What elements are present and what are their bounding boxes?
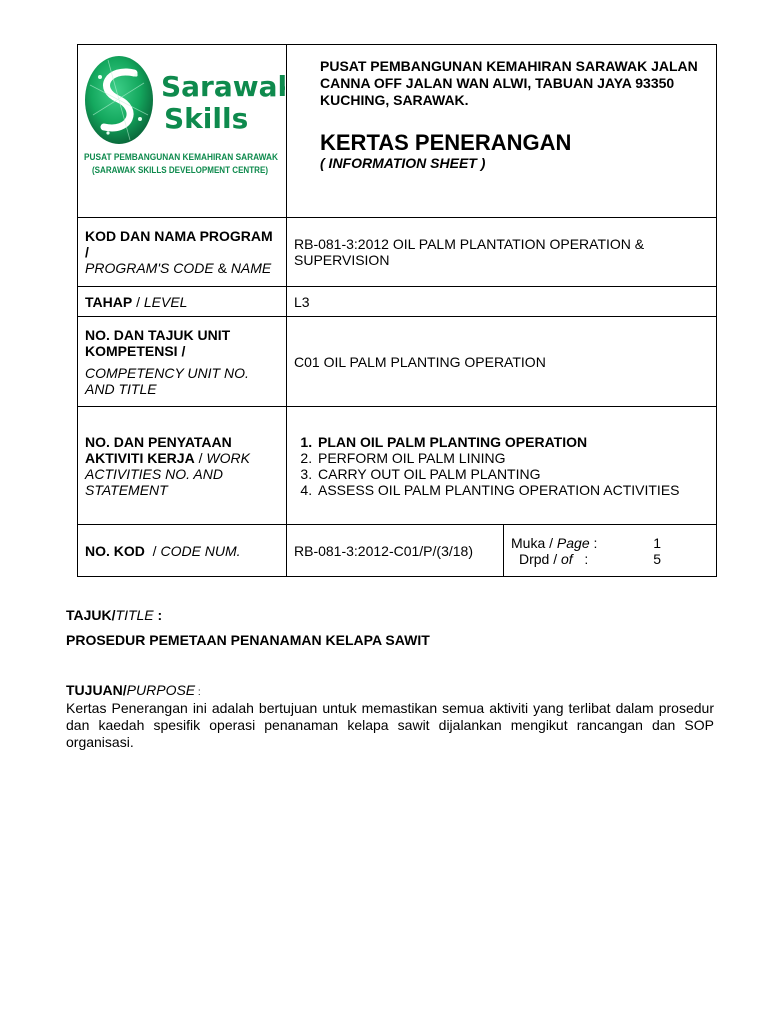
purpose-text: Kertas Penerangan ini adalah bertujuan untuk memastikan semua aktiviti yang terlibat dalam prosedur dan kaedah spesifik operasi penanaman kelapa sawit dijalankan mengikut rancangan dan SOP organisasi.: [66, 700, 714, 750]
unit-label-cell: [78, 317, 287, 407]
of-label-en: of: [561, 550, 573, 567]
doc-title: KERTAS PENERANGAN: [320, 130, 572, 155]
logo-sub-line1: PUSAT PEMBANGUNAN KEMAHIRAN SARAWAK: [84, 152, 279, 162]
program-label: KOD DAN NAMA PROGRAM /: [85, 228, 273, 260]
page-label-group: [511, 535, 645, 551]
level-label-cell: [78, 287, 287, 317]
page-label: Muka /: [511, 534, 554, 551]
page-colon: :: [593, 534, 598, 551]
title-section: [66, 607, 714, 648]
code-label-cell: [78, 525, 287, 577]
doc-subtitle: ( INFORMATION SHEET ): [320, 155, 486, 171]
activities-label-cell: [78, 407, 287, 525]
total-pages: 5: [653, 550, 662, 567]
activities-label: NO. DAN PENYATAAN AKTIVITI KERJA: [85, 433, 232, 466]
level-label-en: LEVEL: [143, 293, 188, 310]
activities-list: [294, 434, 709, 498]
logo-brand-line1: Sarawak: [161, 70, 285, 103]
page-number: 1: [653, 534, 662, 551]
of-colon: :: [584, 550, 589, 567]
header-info-cell: [287, 45, 717, 218]
sarawak-skills-emblem-icon: [78, 45, 285, 217]
code-label: NO. KOD: [85, 542, 145, 559]
program-label-amp: &: [213, 260, 231, 276]
unit-label: NO. DAN TAJUK UNIT KOMPETENSI /: [85, 326, 231, 359]
level-sep: /: [132, 293, 144, 310]
of-label: Drpd /: [519, 550, 558, 567]
unit-label-en: COMPETENCY UNIT NO. AND TITLE: [85, 364, 249, 397]
logo-sub-line2: (SARAWAK SKILLS DEVELOPMENT CENTRE): [92, 165, 268, 175]
org-address: PUSAT PEMBANGUNAN KEMAHIRAN SARAWAK JALAN CANNA OFF JALAN WAN ALWI, TABUAN JAYA 93350 KUCHING, SARAWAK.: [320, 58, 698, 108]
activities-label-en: WORK ACTIVITIES NO. AND STATEMENT: [85, 449, 250, 498]
level-value: L3: [287, 287, 717, 317]
logo-brand-line2: Skills: [164, 102, 249, 135]
title-heading: TAJUK/TITLE :: [66, 607, 163, 623]
activity-item: 4. ASSESS OIL PALM PLANTING OPERATION ACTIVITIES: [316, 482, 709, 498]
purpose-section: [66, 682, 714, 751]
title-text: PROSEDUR PEMETAAN PENANAMAN KELAPA SAWIT: [66, 632, 430, 648]
activities-cell: [287, 407, 717, 525]
activities-sep: /: [194, 449, 207, 466]
program-label-en2: NAME: [230, 260, 272, 276]
program-value: RB-081-3:2012 OIL PALM PLANTATION OPERATION & SUPERVISION: [287, 218, 717, 287]
activity-item: 2. PERFORM OIL PALM LINING: [316, 450, 709, 466]
level-label: TAHAP: [85, 293, 133, 310]
header-table: [77, 44, 717, 577]
activity-item: 3. CARRY OUT OIL PALM PLANTING: [316, 466, 709, 482]
unit-value: C01 OIL PALM PLANTING OPERATION: [287, 317, 717, 407]
code-label-en: CODE NUM.: [160, 542, 241, 559]
page-info-cell: [504, 525, 717, 577]
code-value: RB-081-3:2012-C01/P/(3/18): [287, 525, 504, 577]
program-label-cell: [78, 218, 287, 287]
purpose-heading: TUJUAN/PURPOSE :: [66, 682, 201, 698]
page-info: [511, 535, 709, 567]
code-sep: /: [144, 542, 161, 559]
logo-cell: [78, 45, 287, 218]
sarawak-skills-logo: [78, 45, 285, 217]
of-label-group: [511, 551, 645, 567]
page-label-en: Page: [556, 534, 590, 551]
activity-item: 1. PLAN OIL PALM PLANTING OPERATION: [316, 434, 709, 450]
program-label-en: PROGRAM'S CODE: [85, 260, 214, 276]
